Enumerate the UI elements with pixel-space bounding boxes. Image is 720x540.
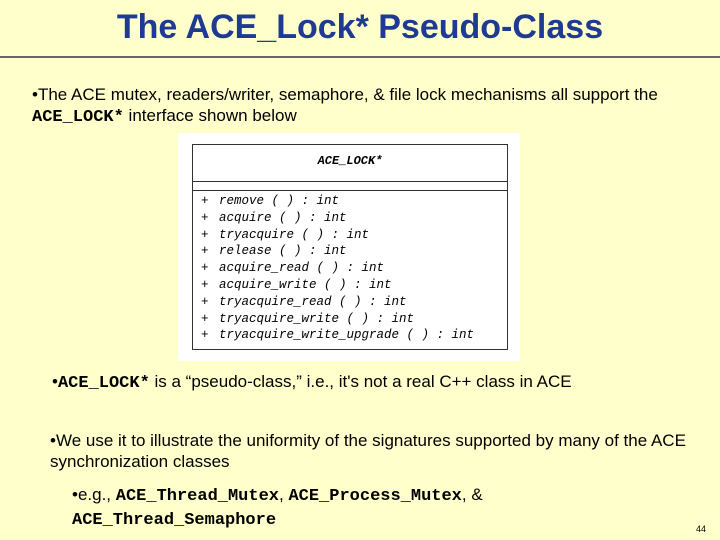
- bullet-marker: •: [50, 431, 56, 450]
- uml-operation-signature: acquire ( ) : int: [219, 210, 347, 225]
- uml-operation-signature: release ( ) : int: [219, 244, 347, 259]
- bullet-text-end: interface shown below: [123, 106, 297, 125]
- bullet-lock-mechanisms: [32, 84, 692, 128]
- separator: , &: [461, 485, 483, 504]
- uml-operation-signature: tryacquire_write ( ) : int: [219, 311, 415, 326]
- uml-operation: [193, 210, 507, 227]
- uml-visibility-marker: +: [201, 311, 209, 326]
- bullet-marker: •: [32, 85, 38, 104]
- uml-class-name: ACE_LOCK*: [193, 145, 507, 182]
- uml-visibility-marker: +: [201, 277, 209, 292]
- uml-operation: [193, 327, 507, 344]
- bullet-uniformity: [50, 430, 690, 472]
- bullet-pseudo-class: [52, 371, 672, 394]
- uml-visibility-marker: +: [201, 261, 209, 276]
- bullet-marker: •: [72, 485, 78, 504]
- uml-visibility-marker: +: [201, 294, 209, 309]
- bullet-prefix: e.g.,: [77, 485, 116, 504]
- uml-operation: [193, 227, 507, 244]
- code-thread-semaphore: ACE_Thread_Semaphore: [72, 511, 277, 530]
- uml-operation-signature: tryacquire_write_upgrade ( ) : int: [219, 328, 475, 343]
- uml-operation: [193, 260, 507, 277]
- title-bar: [0, 0, 720, 58]
- uml-operation-signature: acquire_read ( ) : int: [219, 261, 385, 276]
- bullet-text: We use it to illustrate the uniformity of the signatures supported by many of the ACE synchronization classes: [50, 431, 686, 471]
- uml-attributes-compartment: [193, 182, 507, 191]
- uml-operation: [193, 243, 507, 260]
- bullet-text: is a “pseudo-class,” i.e., it's not a real C++ class in ACE: [149, 372, 572, 391]
- code-ace-lock: ACE_LOCK*: [57, 374, 150, 393]
- uml-visibility-marker: +: [201, 210, 209, 225]
- uml-operation-signature: tryacquire_read ( ) : int: [219, 294, 407, 309]
- uml-operation: [193, 311, 507, 328]
- bullet-marker: •: [52, 372, 58, 391]
- uml-operations-compartment: [193, 191, 507, 344]
- separator: ,: [279, 485, 289, 504]
- uml-visibility-marker: +: [201, 194, 209, 208]
- bullet-text: The ACE mutex, readers/writer, semaphore, & file lock mechanisms all support the: [37, 85, 658, 104]
- page-number: 44: [695, 524, 706, 534]
- slide-title: The ACE_Lock* Pseudo-Class: [116, 8, 604, 46]
- uml-visibility-marker: +: [201, 227, 209, 242]
- uml-operation-signature: tryacquire ( ) : int: [219, 227, 370, 242]
- uml-operation: [193, 294, 507, 311]
- code-thread-mutex: ACE_Thread_Mutex: [115, 487, 279, 506]
- code-process-mutex: ACE_Process_Mutex: [288, 487, 462, 506]
- uml-operation: [193, 277, 507, 294]
- uml-operation: [193, 193, 507, 210]
- uml-class-diagram: [178, 133, 520, 361]
- uml-class-box: [192, 144, 508, 350]
- uml-visibility-marker: +: [201, 328, 209, 343]
- uml-operation-signature: remove ( ) : int: [219, 194, 340, 208]
- code-ace-lock: ACE_LOCK*: [32, 108, 124, 127]
- uml-operation-signature: acquire_write ( ) : int: [219, 277, 392, 292]
- bullet-examples: [72, 484, 672, 532]
- uml-visibility-marker: +: [201, 244, 209, 259]
